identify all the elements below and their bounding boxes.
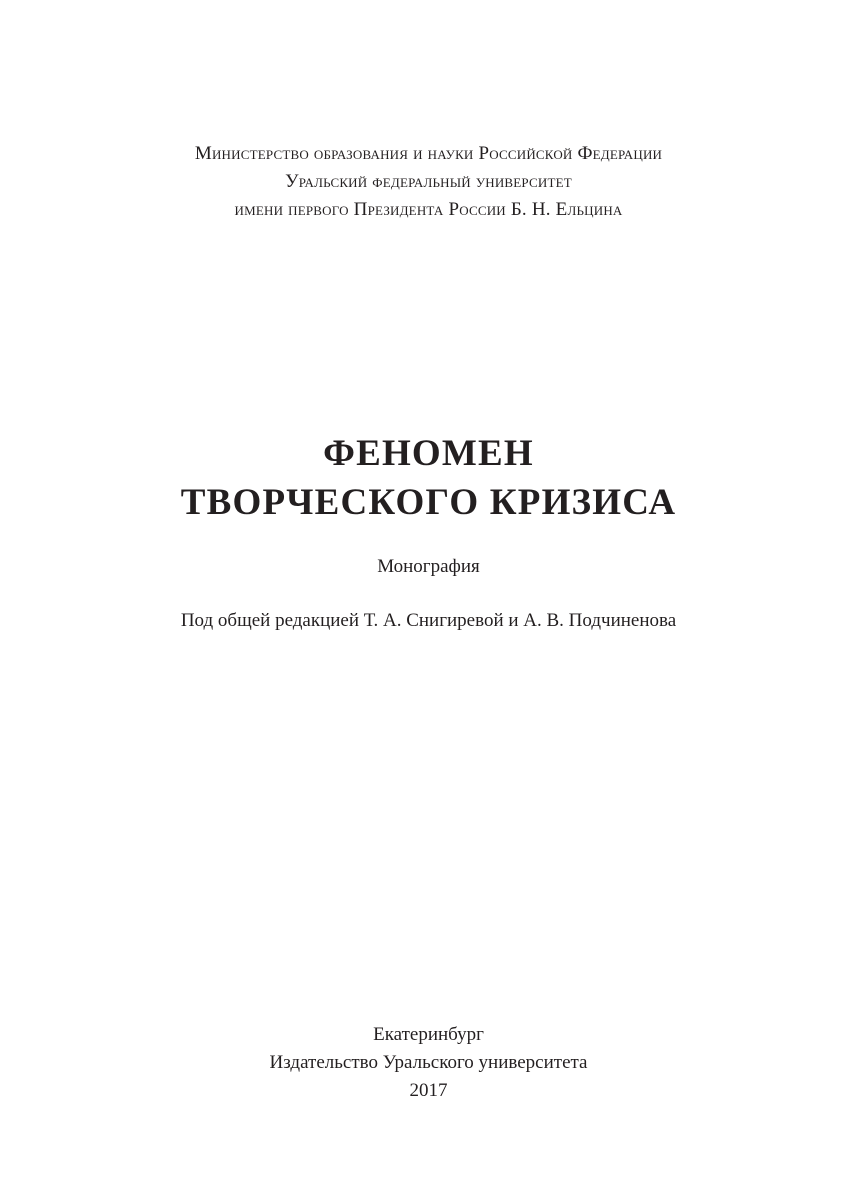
university-line: Уральский федеральный университет [285, 171, 572, 192]
ministry-line: Министерство образования и науки Российской Федерации [194, 143, 663, 164]
imprint-publisher: Издательство Уральского университета [269, 1052, 588, 1073]
book-title-line-2: ТВОРЧЕСКОГО КРИЗИСА [180, 482, 677, 523]
imprint-city: Екатеринбург [373, 1024, 484, 1045]
editors-line: Под общей редакцией Т. А. Снигиревой и А. В. Подчиненова [180, 610, 677, 631]
university-name-line: имени первого Президента России Б. Н. Ельцина [234, 199, 623, 220]
imprint-year: 2017 [409, 1080, 448, 1101]
genre-label: Монография [377, 556, 480, 577]
book-title-line-1: ФЕНОМЕН [323, 433, 534, 474]
